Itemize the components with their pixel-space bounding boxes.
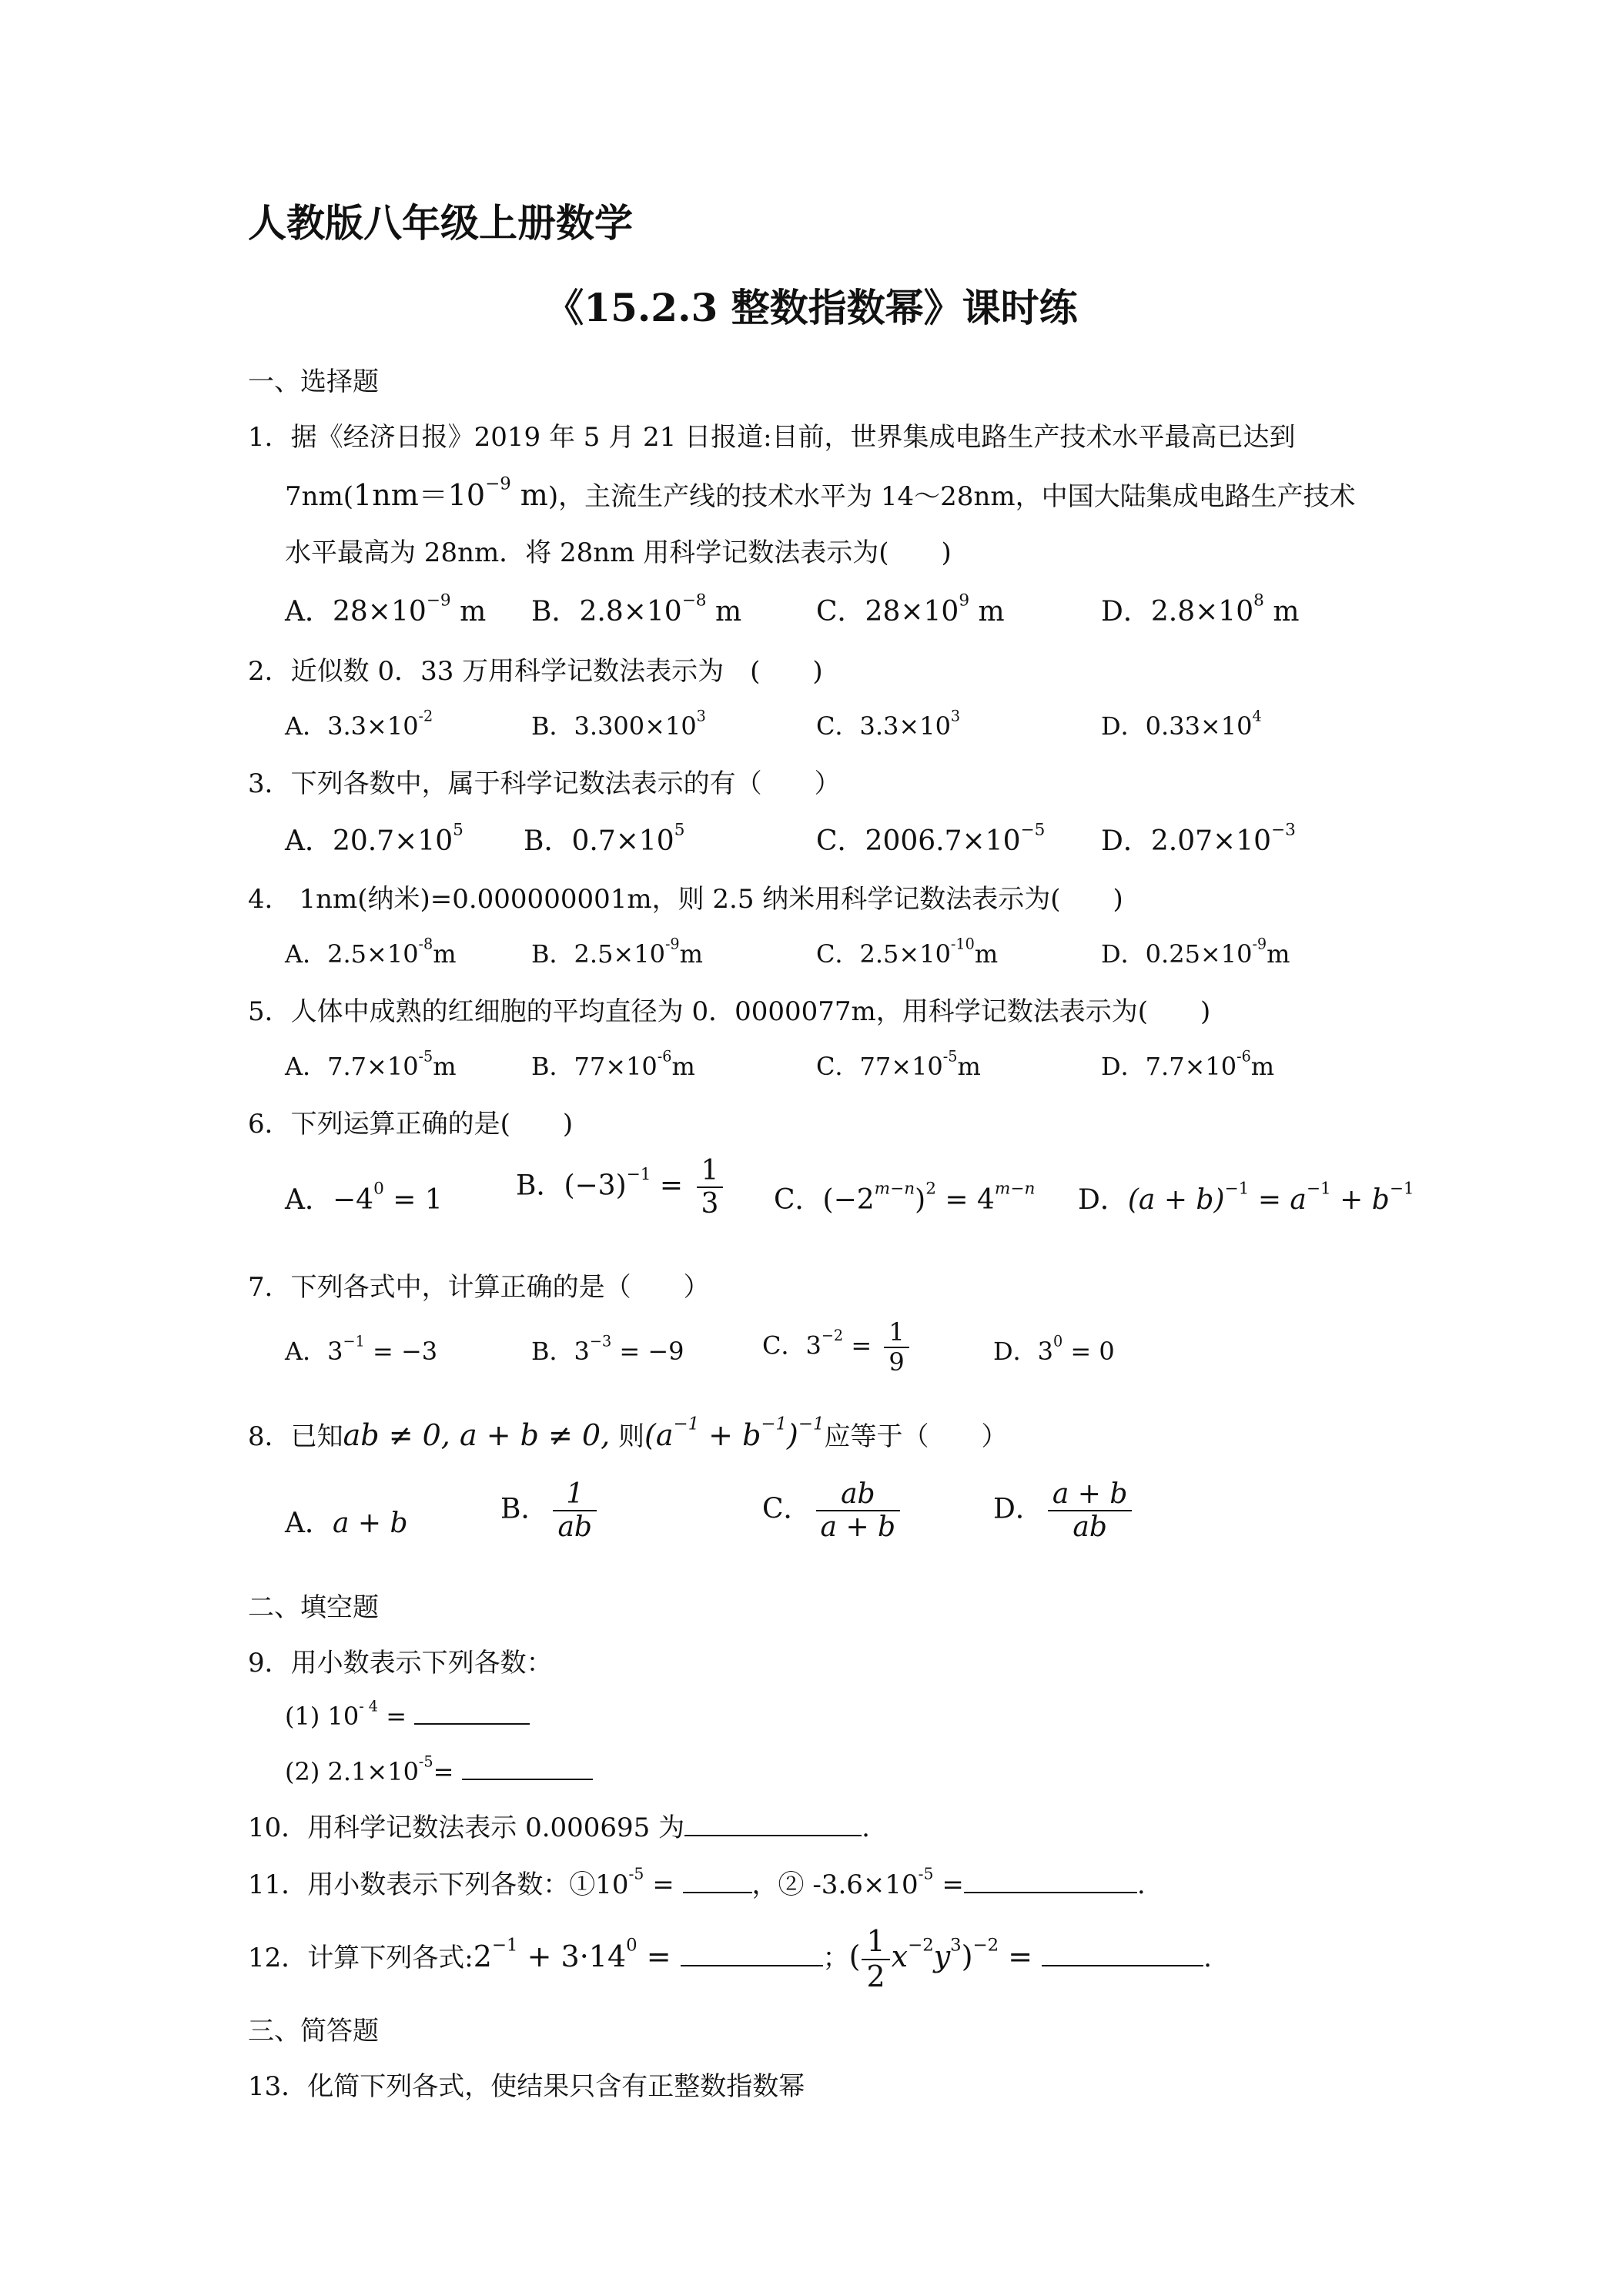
q4-option-a: A．$2.5\times 10^{-8}m$ xyxy=(285,935,457,969)
q4-option-b: B．$2.5\times 10^{-9}m$ xyxy=(531,935,703,969)
q7-option-a: A．$3^{-1} = -3$ xyxy=(285,1332,438,1366)
q3-option-b: B．$0.7\times 10^5$ xyxy=(524,820,685,857)
q9-sub2: (2) $2.1\times 10^{-5}=$ xyxy=(285,1752,593,1786)
q4-option-d: D．$0.25\times 10^{-9}m$ xyxy=(1101,935,1290,969)
q1-option-d: D．$2.8\times 10^8$ m xyxy=(1101,591,1300,628)
q8-option-d: D． $\frac{a + b}{ab}$ xyxy=(993,1478,1136,1544)
document-subtitle: 《15.2.3 整数指数幂》课时练 xyxy=(545,285,1078,330)
q12-blank-2[interactable] xyxy=(1042,1939,1203,1966)
q3-option-a: A．$20.7\times 10^5$ xyxy=(285,820,463,857)
q6-option-b: B．$(-3)^{-1}$ = $\frac{1}{3}$ xyxy=(516,1155,728,1220)
q12-blank-1[interactable] xyxy=(681,1939,823,1966)
q7-option-d: D．$3^0 = 0$ xyxy=(993,1332,1115,1366)
q11-blank-2[interactable] xyxy=(964,1866,1137,1893)
q1-option-b: B．$2.8\times 10^{-8}$ m xyxy=(531,591,742,628)
q4-stem: 4． 1nm(纳米)=0.000000001m，则 2.5 纳米用科学记数法表示为( ) xyxy=(248,884,1123,915)
q2-option-a: A．$3.3\times 10^{-2}$ xyxy=(285,707,433,741)
q2-option-b: B．$3.300\times 10^3$ xyxy=(531,707,706,741)
q8-stem: 8．已知ab ≠ 0, a + b ≠ 0, 则$(a^{-1} + b^{-1})^{-1}$应等于（ ） xyxy=(248,1414,1008,1452)
q9-sub2-blank[interactable] xyxy=(462,1752,593,1780)
q11-stem: 11．用小数表示下列各数：$①10^{-5}$ = ，② $-3.6\times 10^{-5}$ = . xyxy=(248,1864,1146,1900)
q9-stem: 9．用小数表示下列各数： xyxy=(248,1648,553,1678)
q6-option-c: C．$(-2^{m-n})^2 = 4^{m-n}$ xyxy=(774,1179,1036,1216)
q6-option-a: A．$-4^0 = 1$ xyxy=(285,1179,443,1216)
q6-option-d: D．$(a + b)^{-1} = a^{-1} + b^{-1}$ xyxy=(1078,1179,1414,1216)
q2-option-c: C．$3.3\times 10^3$ xyxy=(816,707,961,741)
section-fill: 二、填空题 xyxy=(248,1592,379,1623)
document-title: 人教版八年级上册数学 xyxy=(248,200,633,246)
q13-stem: 13．化简下列各式，使结果只含有正整数指数幂 xyxy=(248,2071,805,2102)
q10-stem: 10．用科学记数法表示 0.000695 为 . xyxy=(248,1806,870,1844)
q7-option-c: C．$3^{-2}$ = $\frac{1}{9}$ xyxy=(762,1318,914,1377)
q8-option-a: A．a + b xyxy=(285,1508,408,1539)
q2-option-d: D．$0.33\times 10^4$ xyxy=(1101,707,1262,741)
q2-stem: 2．近似数 0．33 万用科学记数法表示为 ( ) xyxy=(248,656,823,687)
section-choice: 一、选择题 xyxy=(248,366,379,397)
q4-option-c: C．$2.5\times 10^{-10}m$ xyxy=(816,935,999,969)
q5-stem: 5．人体中成熟的红细胞的平均直径为 0．0000077m，用科学记数法表示为( ) xyxy=(248,996,1211,1027)
q8-c-fraction: $\frac{ab}{a + b}$ xyxy=(816,1478,901,1544)
q9-sub1: (1) $10^{- 4}$ = xyxy=(285,1697,530,1731)
q9-sub1-blank[interactable] xyxy=(414,1697,530,1725)
q6-b-fraction: $\frac{1}{3}$ xyxy=(697,1155,724,1220)
q3-option-d: D．$2.07\times 10^{-3}$ xyxy=(1101,820,1296,857)
q5-option-b: B．$77\times 10^{-6}m$ xyxy=(531,1047,695,1081)
q8-option-b: B． $\frac{1}{ab}$ xyxy=(500,1478,601,1544)
q12-fraction: $\frac{1}{2}$ xyxy=(862,1925,889,1993)
q1-option-c: C．$28\times 10^9$ m xyxy=(816,591,1005,628)
q3-option-c: C．$2006.7\times 10^{-5}$ xyxy=(816,820,1046,857)
q1-line3: 水平最高为 28nm．将 28nm 用科学记数法表示为( ) xyxy=(285,537,952,568)
q1-option-a: A．$28\times 10^{-9}$ m xyxy=(285,591,487,628)
q8-d-fraction: $\frac{a + b}{ab}$ xyxy=(1048,1478,1133,1544)
q6-stem: 6．下列运算正确的是( ) xyxy=(248,1109,574,1140)
q1-line2: $7nm(1nm=10^{-9}$ m)，主流生产线的技术水平为 14～28nm，中国大陆集成电路生产技术 xyxy=(285,474,1356,512)
q7-option-b: B．$3^{-3} = -9$ xyxy=(531,1332,684,1366)
q5-option-c: C．$77\times 10^{-5}m$ xyxy=(816,1047,981,1081)
q5-option-d: D．$7.7\times 10^{-6}m$ xyxy=(1101,1047,1275,1081)
q5-option-a: A．$7.7\times 10^{-5}m$ xyxy=(285,1047,457,1081)
section-answer: 三、简答题 xyxy=(248,2016,379,2047)
q12-stem: 12．计算下列各式$:2^{-1} + 3\cdot 14^0$ = ；( $\frac{1}{2}$ $x^{-2}y^3)^{-2}$ = . xyxy=(248,1924,1212,1993)
q8-option-c: C． $\frac{ab}{a + b}$ xyxy=(762,1478,905,1544)
q10-blank[interactable] xyxy=(684,1809,862,1836)
q8-b-fraction: $\frac{1}{ab}$ xyxy=(553,1478,597,1544)
q7-c-fraction: $\frac{1}{9}$ xyxy=(884,1318,909,1377)
q7-stem: 7．下列各式中，计算正确的是（ ） xyxy=(248,1272,710,1303)
q3-stem: 3．下列各数中，属于科学记数法表示的有（ ） xyxy=(248,768,841,799)
q11-blank-1[interactable] xyxy=(683,1866,752,1893)
q1-line1: 1．据《经济日报》2019 年 5 月 21 日报道:目前，世界集成电路生产技术水平最高已达到 xyxy=(248,422,1296,453)
